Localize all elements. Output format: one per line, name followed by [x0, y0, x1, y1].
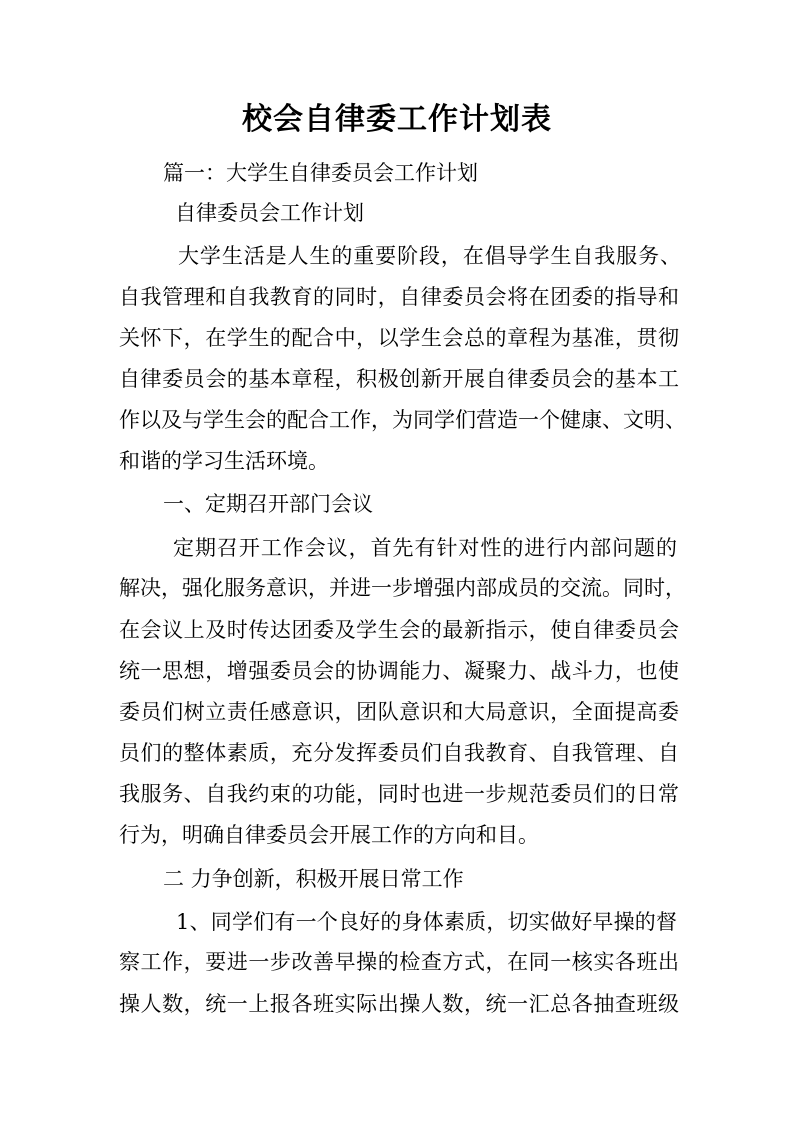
subheading: 自律委员会工作计划: [175, 201, 364, 225]
section-heading: 篇一：大学生自律委员会工作计划: [163, 161, 478, 185]
paragraph-line: 作以及与学生会的配合工作，为同学们营造一个健康、文明、: [119, 408, 686, 432]
paragraph-line: 1、同学们有一个良好的身体素质，切实做好早操的督: [176, 910, 677, 934]
paragraph-line: 察工作，要进一步改善早操的检查方式，在同一核实各班出: [119, 950, 679, 974]
document-title: 校会自律委工作计划表: [242, 102, 552, 137]
paragraph-line: 自律委员会的基本章程，积极创新开展自律委员会的基本工: [119, 367, 679, 391]
section-heading: 二 力争创新，积极开展日常工作: [163, 867, 464, 891]
paragraph-line: 大学生活是人生的重要阶段，在倡导学生自我服务、: [178, 244, 681, 268]
paragraph-line: 行为，明确自律委员会开展工作的方向和目。: [119, 823, 539, 847]
paragraph-line: 自我管理和自我教育的同时，自律委员会将在团委的指导和: [119, 285, 679, 309]
paragraph-line: 关怀下，在学生的配合中，以学生会总的章程为基准，贯彻: [119, 326, 679, 350]
paragraph-line: 员们的整体素质，充分发挥委员们自我教育、自我管理、自: [119, 741, 679, 765]
section-heading: 一、定期召开部门会议: [163, 492, 373, 516]
paragraph-line: 解决，强化服务意识，并进一步增强内部成员的交流。同时，: [119, 576, 686, 600]
paragraph-line: 定期召开工作会议，首先有针对性的进行内部问题的: [173, 536, 677, 560]
paragraph-line: 操人数，统一上报各班实际出操人数，统一汇总各抽查班级: [119, 992, 679, 1016]
paragraph-line: 我服务、自我约束的功能，同时也进一步规范委员们的日常: [119, 782, 679, 806]
paragraph-line: 统一思想，增强委员会的协调能力、凝聚力、战斗力，也使: [119, 659, 679, 683]
paragraph-line: 委员们树立责任感意识，团队意识和大局意识，全面提高委: [119, 700, 679, 724]
paragraph-line: 在会议上及时传达团委及学生会的最新指示，使自律委员会: [119, 618, 679, 642]
paragraph-line: 和谐的学习生活环境。: [119, 449, 329, 473]
